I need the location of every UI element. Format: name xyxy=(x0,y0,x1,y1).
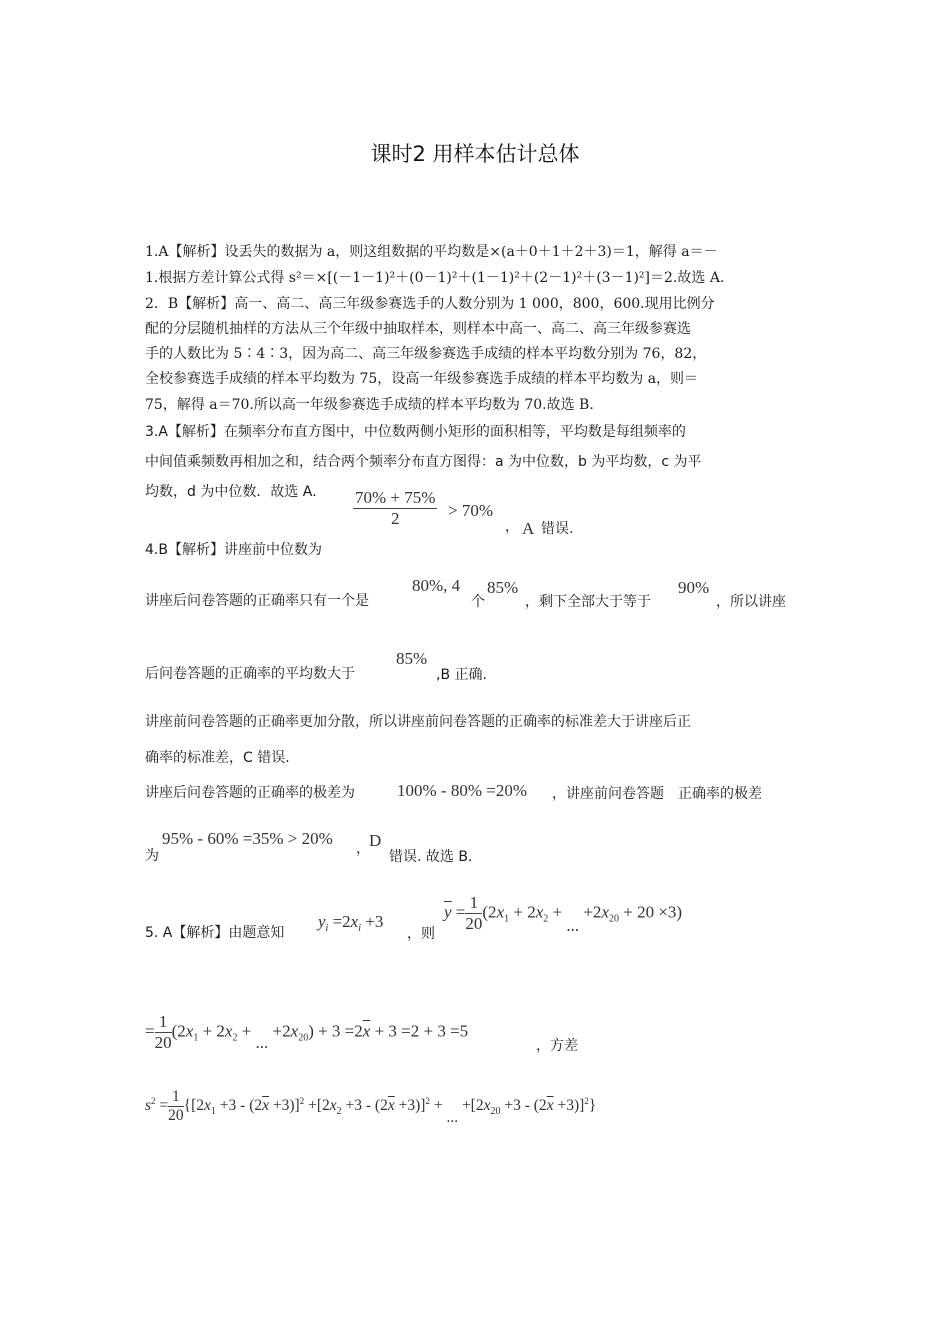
q5-eq-mean: = $\frac{1}{20}$ ($2x_1 + 2x_2$ + ... $+2x_{20}) + 3 =2\overline{x} + 3 =2 + 3 =5$ xyxy=(145,1012,469,1053)
q5-variance-label: ，方差 xyxy=(536,1038,578,1054)
q4-p6-comma: ， xyxy=(356,841,370,857)
q4-p2-text-a: 讲座后问卷答题的正确率只有一个是 xyxy=(145,593,369,609)
q2-line-3: 手的人数比为 5∶4∶3，因为高二、高三年级参赛选手成绩的样本平均数分别为 76，82， xyxy=(145,346,707,362)
q4-p3-math: 85% xyxy=(396,649,428,668)
q3-line-1: 3.A【解析】在频率分布直方图中，中位数两侧小矩形的面积相等，平均数是每组频率的 xyxy=(145,424,686,440)
q2-line-4: 全校参赛选手成绩的样本平均数为 75，设高一年级参赛选手成绩的样本平均数为 a，则＝ xyxy=(145,371,699,387)
q1-line-2: 1.根据方差计算公式得 s²＝×[(－1－1)²＋(0－1)²＋(1－1)²＋(2－1)²＋(3－1)²]＝2.故选 A. xyxy=(145,270,725,286)
q4-p3-text-b: ,B 正确. xyxy=(436,667,487,683)
q4-p2-text-c: ，剩下全部大于等于 xyxy=(525,594,651,610)
q3-line-2: 中间值乘频数再相加之和，结合两个频率分布直方图得：a 为中位数，b 为平均数，c 为平 xyxy=(145,454,702,470)
page-title: 课时2 用样本估计总体 xyxy=(370,142,580,166)
q4-p2-text-b: 个 xyxy=(471,594,485,610)
q4-p2-math-1: 80%, 4 xyxy=(412,576,461,595)
q4-p5-text-b: ，讲座前问卷答题 正确率的极差 xyxy=(552,786,762,802)
q4-p2-text-d: ，所以讲座 xyxy=(716,594,786,610)
q4-p4-line-2: 确率的标准差，C 错误. xyxy=(145,750,290,766)
q4-option-a: A xyxy=(522,519,535,538)
q4-p5-math: 100% - 80% =20% xyxy=(397,781,527,800)
q2-line-5: 75，解得 a＝70.所以高一年级参赛选手成绩的样本平均数为 70.故选 B. xyxy=(145,397,594,413)
q4-p6-math: 95% - 60% =35% > 20% xyxy=(162,829,333,848)
q4-a-wrong: 错误. xyxy=(541,521,574,537)
q5-eq-yi: $y_i =2x_i +3$ xyxy=(318,912,384,934)
q2-line-1: 2．B【解析】高一、高二、高三年级参赛选手的人数分别为 1 000，800，600.现用比例分 xyxy=(145,296,715,312)
q3-line-3: 均数，d 为中位数．故选 A. xyxy=(145,484,317,500)
q4-fraction xyxy=(353,488,437,529)
q4-fraction-denominator: 2 xyxy=(390,509,400,528)
document-page: 课时2 用样本估计总体 1.A【解析】设丢失的数据为 a，则这组数据的平均数是×(a＋0＋1＋2＋3)＝1，解得 a＝－ 1.根据方差计算公式得 s²＝×[(－1－1)²＋(0－1)²＋(1－1)²＋(2－1)²＋(3－1)²]＝2.故选 A. 2．B【解析】高一、高二、高三年级参赛选手的人数分别为 1 000，800，600.现用比例分 配的分层随机抽样的方法从三个年级中抽取样本，则样本中高一、高二、高三年级参赛选 手的人数比为 5∶4∶3，因为高二、高三年级参赛选手成绩的样本平均数分别为 76，82， 全校参赛选手成绩的样本平均数为 75，设高一年级参赛选手成绩的样本平均数为 a，则＝ 75，解得 a＝70.所以高一年级参赛选手成绩的样本平均数为 70.故选 B. 3.A【解析】在频率分布直方图中，中位数两侧小矩形的面积相等，平均数是每组频率的 中间值乘频数再相加之和，结合两个频率分布直方图得：a 为中位数，b 为平均数，c 为平 均数，d 为中位数．故选 A. 4.B【解析】讲座前中位数为 $\frac{70\% + 75\%}{2}$ > 70% ， A 错误. 讲座后问卷答题的正确率只有一个是 80%, 4 个 85% ，剩下全部大于等于 90% ，所以讲座 后问卷答题的正确率的平均数大于 85% ,B 正确. 讲座前问卷答题的正确率更加分散，所以讲座前问卷答题的正确率的标准差大于讲座后正 确率的标准差，C 错误. 讲座后问卷答题的正确率的极差为 100% - 80% =20% ，讲座前问卷答题 正确率的极差 为 95% - 60% =35% > 20% ， D 错误. 故选 B. 5. A【解析】由题意知 $y_i =2x_i +3$ ，则 $\overline{y}$ = $\frac{1}{20}$ ($2x_1 + 2x_2$ + ... $+2x_{20} + 20 \times 3$) = $\frac{1}{20}$ ($2x_1 + 2x_2$ + ... $+2x_{20}) + 3 =2\overline{x} + 3 =2 + 3 =5$ ，方差 $s^2$ = $\frac{1}{20}$ {$[2x_1 +3 - (2\overline{x} +3)]^2 +[2x_2 +3 - (2\overline{x} +3)]^2$ + ... $+[2x_{20} +3 - (2\overline{x} +3)]^2$} xyxy=(0,0,950,1344)
q5-prefix: 5. A【解析】由题意知 xyxy=(145,925,285,941)
q2-line-2: 配的分层随机抽样的方法从三个年级中抽取样本，则样本中高一、高二、高三年级参赛选 xyxy=(145,321,691,337)
q4-p2-math-2: 85% xyxy=(487,578,519,597)
q4-inequality: > 70% xyxy=(448,501,493,520)
q4-p5-text-a: 讲座后问卷答题的正确率的极差为 xyxy=(145,785,355,801)
q4-p4-line-1: 讲座前问卷答题的正确率更加分散，所以讲座前问卷答题的正确率的标准差大于讲座后正 xyxy=(145,714,691,730)
q5-eq-ybar: $\overline{y}$ = $\frac{1}{20}$ ($2x_1 + 2x_2$ + ... $+2x_{20} + 20 \times 3$) xyxy=(444,893,683,936)
q4-option-d: D xyxy=(369,831,382,850)
q4-p6-text-b: 错误. 故选 B. xyxy=(389,849,473,865)
q4-p3-text-a: 后问卷答题的正确率的平均数大于 xyxy=(145,666,355,682)
q4-p6-text-a: 为 xyxy=(145,848,159,864)
q5-eq-variance: $s^2$ = $\frac{1}{20}$ {$[2x_1 +3 - (2\overline{x} +3)]^2 +[2x_2 +3 - (2\overline{x} +3)]^2$ + ... $+[2x_{20} +3 - (2\overline{x} +3)]^2$} xyxy=(145,1088,597,1127)
q4-p2-math-3: 90% xyxy=(678,578,710,597)
q5-then: ，则 xyxy=(407,926,435,942)
q4-prefix: 4.B【解析】讲座前中位数为 xyxy=(145,542,322,558)
q1-line-1: 1.A【解析】设丢失的数据为 a，则这组数据的平均数是×(a＋0＋1＋2＋3)＝1，解得 a＝－ xyxy=(145,244,718,260)
q4-fraction-numerator: 70% + 75% xyxy=(355,488,436,507)
